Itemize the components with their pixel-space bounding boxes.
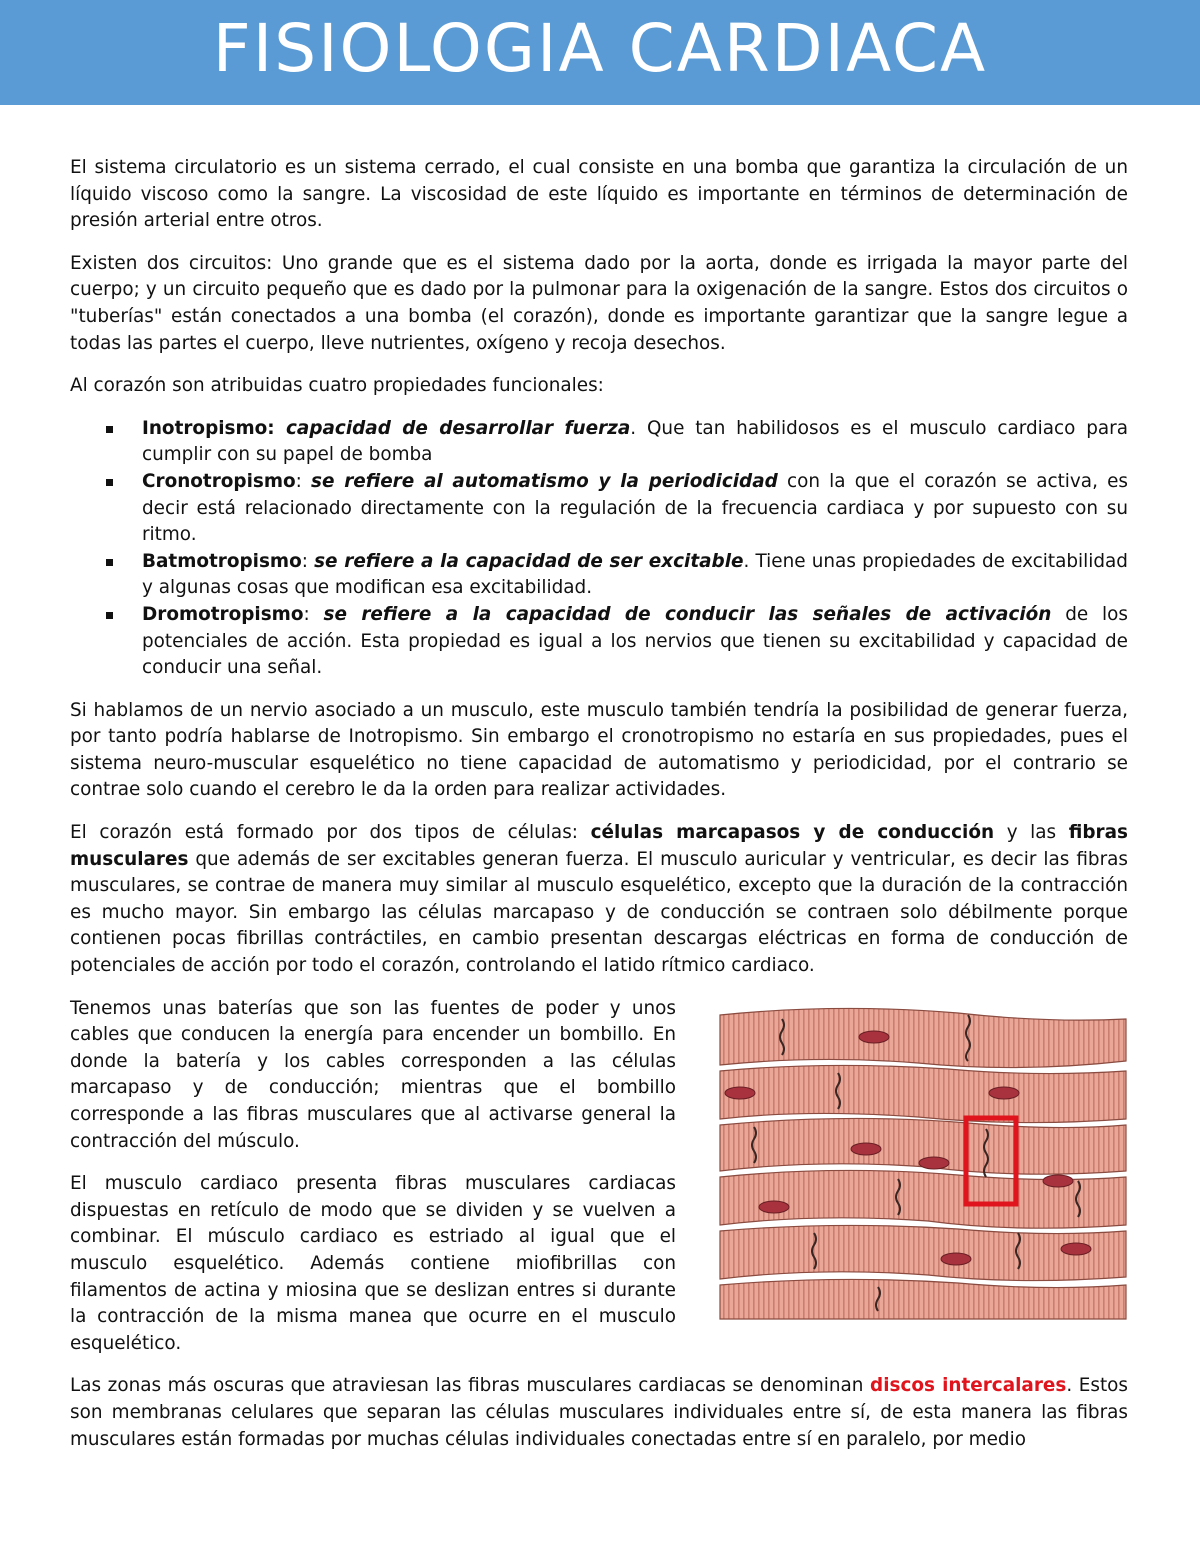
text-run: y las bbox=[994, 822, 1069, 844]
bullet-icon bbox=[106, 426, 113, 433]
term-description: de los potenciales de acción. Esta propiedad es igual a los nervios que tienen su excitabilidad y capacidad de conducir una señal. bbox=[142, 603, 1129, 679]
term-separator: : bbox=[295, 470, 312, 492]
bullet-icon bbox=[106, 612, 113, 619]
text-run: El corazón está formado por dos tipos de células: bbox=[70, 822, 591, 844]
term-label: Dromotropismo bbox=[142, 603, 304, 625]
list-item-batmotropismo bbox=[70, 549, 1128, 602]
bullet-icon bbox=[106, 559, 113, 566]
term-description: . Que tan habilidosos es el musculo cardiaco para cumplir con su papel de bomba bbox=[142, 417, 1129, 466]
text-run: que además de ser excitables generan fuerza. El musculo auricular y ventricular, es decir las fibras musculares, se contrae de manera muy similar al musculo esquelético, excepto que la duración de la contracción es mucho mayor. Sin embargo las células marcapaso y de conducción se contraen solo débilmente porque contienen pocas fibrillas contráctiles, en cambio presentan descargas eléctricas en forma de conducción de potenciales de acción por todo el corazón, controlando el latido rítmico cardiaco. bbox=[70, 848, 1128, 977]
term-fibras: fibras musculares bbox=[70, 822, 1128, 870]
paragraph-properties-intro: Al corazón son atribuidas cuatro propiedades funcionales: bbox=[70, 375, 604, 397]
term-definition: se refiere a la capacidad de conducir las señales de activación bbox=[323, 603, 1052, 625]
list-item-inotropismo bbox=[70, 416, 1128, 469]
paragraph-discos bbox=[70, 1373, 1128, 1453]
paragraph-cell-types bbox=[70, 820, 1128, 980]
cardiac-fibers-image bbox=[718, 1001, 1128, 1323]
text-run: Las zonas más oscuras que atraviesan las fibras musculares cardiacas se denominan bbox=[70, 1375, 871, 1397]
page-title: FISIOLOGIA CARDIACA bbox=[212, 9, 988, 87]
term-description: con la que el corazón se activa, es decir está relacionado directamente con la regulación de la frecuencia cardiaca y por supuesto con su ritmo. bbox=[142, 470, 1129, 546]
title-banner bbox=[0, 0, 1200, 105]
paragraph-battery: Tenemos unas baterías que son las fuentes de poder y unos cables que conducen la energía para encender un bombillo. En donde la batería y los cables corresponden a las células marcapaso y de conducción; mientras que el bombillo corresponde a las fibras musculares que al activarse general la contracción del músculo. bbox=[70, 997, 676, 1152]
term-description: . Tiene unas propiedades de excitabilidad y algunas cosas que modifican esa excitabilidad. bbox=[142, 550, 1128, 599]
list-item-dromotropismo bbox=[70, 602, 1128, 682]
term-separator: : bbox=[303, 603, 324, 625]
paragraph-nervio: Si hablamos de un nervio asociado a un musculo, este musculo también tendría la posibilidad de generar fuerza, por tanto podría hablarse de Inotropismo. Sin embargo el cronotropismo no estaría en sus propiedades, pues el sistema neuro-muscular esquelético no tiene capacidad de automatismo y periodicidad, por el contrario se contrae solo cuando el cerebro le da la orden para realizar actividades. bbox=[70, 699, 1128, 801]
text-with-figure bbox=[70, 996, 1128, 1358]
term-definition: capacidad de desarrollar fuerza bbox=[286, 417, 631, 439]
bullet-icon bbox=[106, 479, 113, 486]
properties-list bbox=[70, 416, 1128, 682]
paragraph-intro: El sistema circulatorio es un sistema cerrado, el cual consiste en una bomba que garantiza la circulación de un líquido viscoso como la sangre. La viscosidad de este líquido es importante en términos de determinación de presión arterial entre otros. bbox=[70, 157, 1128, 232]
paragraph-reticulo: El musculo cardiaco presenta fibras musculares cardiacas dispuestas en retículo de modo que se dividen y se vuelven a combinar. El músculo cardiaco es estriado al igual que el musculo esquelético. Además contiene miofibrillas con filamentos de actina y miosina que se deslizan entres si durante la contracción de la misma manea que ocurre en el musculo esquelético. bbox=[70, 1173, 676, 1354]
term-discos-intercalares: discos intercalares bbox=[870, 1375, 1067, 1397]
term-separator: : bbox=[301, 550, 315, 572]
figure-side-text bbox=[70, 996, 676, 1358]
cardiac-muscle-illustration bbox=[718, 1001, 1128, 1323]
term-marcapasos: células marcapasos y de conducción bbox=[590, 822, 995, 844]
document-body bbox=[70, 155, 1128, 1469]
term-label: Batmotropismo bbox=[142, 550, 302, 572]
text-run: . Estos son membranas celulares que separan las células musculares individuales entre sí, de esta manera las fibras musculares están formadas por muchas células individuales conectadas entre sí en paralelo, por medio bbox=[70, 1375, 1128, 1450]
term-definition: se refiere al automatismo y la periodicidad bbox=[311, 470, 778, 492]
paragraph-circuits: Existen dos circuitos: Uno grande que es el sistema dado por la aorta, donde es irrigada la mayor parte del cuerpo; y un circuito pequeño que es dado por la pulmonar para la oxigenación de la sangre. Estos dos circuitos o "tuberías" están conectados a una bomba (el corazón), donde es importante garantizar que la sangre legue a todas las partes el cuerpo, lleve nutrientes, oxígeno y recoja desechos. bbox=[70, 252, 1128, 354]
list-item-cronotropismo bbox=[70, 469, 1128, 549]
term-label: Inotropismo: bbox=[142, 417, 287, 439]
term-label: Cronotropismo bbox=[142, 470, 296, 492]
term-definition: se refiere a la capacidad de ser excitable bbox=[314, 550, 744, 572]
